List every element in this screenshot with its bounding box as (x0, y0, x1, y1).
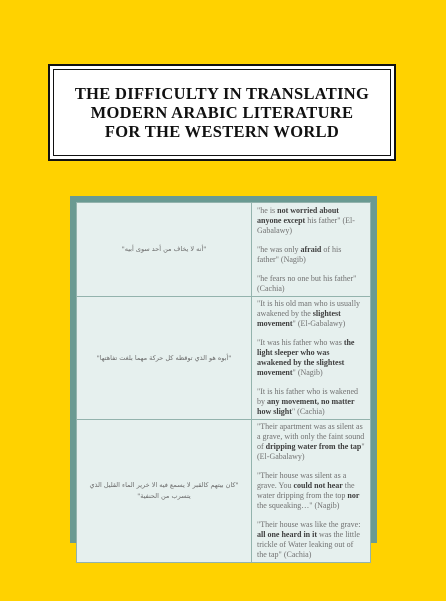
emphasized-phrase: afraid (300, 244, 322, 254)
quote-text: "It was his father who was (257, 338, 344, 347)
table-row (77, 420, 371, 563)
arabic-source-cell: "كان بيتهم كالقبر لا يسمع فيه الا خرير الماء القليل الذي يتسرب من الحنفية" (77, 420, 252, 563)
emphasized-phrase: slightest movement (257, 309, 341, 328)
quote-text: the water dripping from the top (257, 481, 355, 500)
emphasized-phrase: nor (347, 491, 360, 500)
translation-quote (257, 338, 365, 378)
quote-text: "he was only (257, 244, 301, 254)
quote-text: "he fears no one but his father" (Cachia) (257, 273, 357, 293)
quote-text: " (El-Gabalawy) (257, 442, 365, 461)
quote-text: " (Cachia) (291, 407, 325, 416)
emphasized-phrase: the light sleeper who was awakened by the slightest movement (257, 338, 355, 377)
translation-table (76, 202, 371, 563)
emphasized-phrase: all one heard in it (257, 530, 318, 539)
quote-text: of his father" (Nagib) (257, 244, 342, 264)
arabic-source-cell: "أنه لا يخاف من أحد سوى أبيه" (77, 203, 252, 297)
translations-cell (252, 420, 371, 563)
quote-text: "Their apartment was as silent as a grave, with only the faint sound of (257, 422, 365, 451)
quote-text: the squeaking…" (Nagib) (257, 501, 340, 510)
title-box (48, 64, 396, 161)
translation-quote (257, 245, 365, 265)
quote-text: "Their house was like the grave: (257, 520, 361, 529)
title-line-3: FOR THE WESTERN WORLD (104, 122, 340, 141)
title-line-2: MODERN ARABIC LITERATURE (90, 103, 354, 122)
quote-text: " (Nagib) (292, 368, 323, 377)
quote-text: "It is his father who is wakened by (257, 387, 359, 406)
quote-text: "It is his old man who is usually awakened by the (257, 299, 361, 318)
table-row (77, 203, 371, 297)
quote-text: was the little trickle of Water leaking out of the tap" (Cachia) (257, 530, 360, 559)
translation-quote (257, 422, 365, 462)
translations-cell (252, 203, 371, 297)
translation-quote (257, 274, 365, 294)
emphasized-phrase: not worried about anyone except (257, 205, 339, 225)
translations-cell (252, 297, 371, 420)
translation-table-frame (70, 196, 377, 559)
translation-quote (257, 520, 365, 560)
quote-text: his father" (El-Gabalawy) (257, 215, 355, 235)
quote-text: " (El-Gabalawy) (292, 319, 346, 328)
emphasized-phrase: dripping water from the tap (265, 442, 362, 451)
quote-text: "he is (257, 205, 278, 215)
quote-text: "Their house was silent as a grave. You (257, 471, 347, 490)
translation-quote (257, 471, 365, 511)
table-row (77, 297, 371, 420)
title-line-1: THE DIFFICULTY IN TRANSLATING (74, 84, 370, 103)
translation-quote (257, 299, 365, 329)
translation-quote (257, 206, 365, 236)
emphasized-phrase: could not hear (293, 481, 343, 490)
arabic-source-cell: "أبوه هو الذي توقظه كل حركة مهما بلغت تفاهتها" (77, 297, 252, 420)
emphasized-phrase: any movement, no matter how slight (257, 397, 355, 416)
translation-quote (257, 387, 365, 417)
